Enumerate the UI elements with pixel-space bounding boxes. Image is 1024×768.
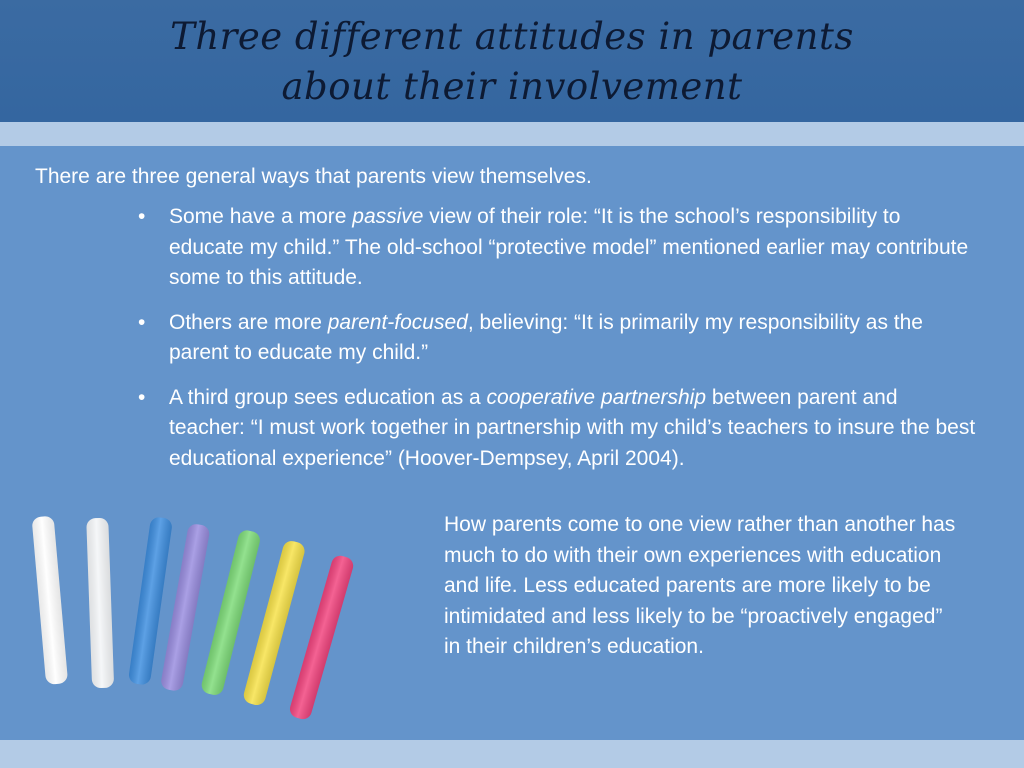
bullet-text-before: A third group sees education as a xyxy=(169,385,487,409)
top-stripe xyxy=(0,122,1024,146)
bullet-marker: • xyxy=(138,205,146,228)
chalk-stick-pink xyxy=(288,554,355,722)
bullet-text-after: between parent and teacher: “I must work together in partnership with my child’s teachers to insure the best educational experience” (Hoover-Dempsey, April 2004). xyxy=(169,385,976,470)
bullet-text-before: Others are more xyxy=(169,310,328,334)
bullet-item-parent-focused xyxy=(138,308,978,369)
slide-body xyxy=(0,146,1024,740)
bullet-marker: • xyxy=(138,310,146,334)
slide-title xyxy=(40,12,984,112)
bullet-text-after: , believing: “It is primarily my responsibility as the parent to educate my child.” xyxy=(169,310,923,364)
bullet-text-after: view of their role: “It is the school’s responsibility to educate my child.” The old-school “protective model” mentioned earlier may contribute some to this attitude. xyxy=(169,205,969,289)
bullet-marker: • xyxy=(138,385,146,409)
side-paragraph: How parents come to one view rather than another has much to do with their own experiences with education and life. Less educated parents are more likely to be intimidated and less likely to be “proactively engaged” in their children’s education. xyxy=(444,513,956,658)
bullet-text-before: Some have a more xyxy=(169,205,353,228)
title-bar xyxy=(0,0,1024,122)
bullet-emphasis: parent-focused xyxy=(327,310,468,334)
intro-text: There are three general ways that parents view themselves. xyxy=(35,165,592,188)
bullet-item-passive xyxy=(138,202,978,294)
bullet-emphasis: passive xyxy=(352,205,424,228)
bullet-emphasis: cooperative partnership xyxy=(486,385,707,409)
bottom-stripe xyxy=(0,740,1024,768)
chalk-sticks-image xyxy=(20,516,380,746)
title-line-2: about their involvement xyxy=(281,65,743,108)
chalk-stick-white-1 xyxy=(32,516,69,685)
bullet-item-cooperative xyxy=(138,383,978,475)
title-line-1: Three different attitudes in parents xyxy=(170,15,854,58)
bullet-list xyxy=(138,202,978,488)
chalk-stick-white-2 xyxy=(86,518,114,689)
